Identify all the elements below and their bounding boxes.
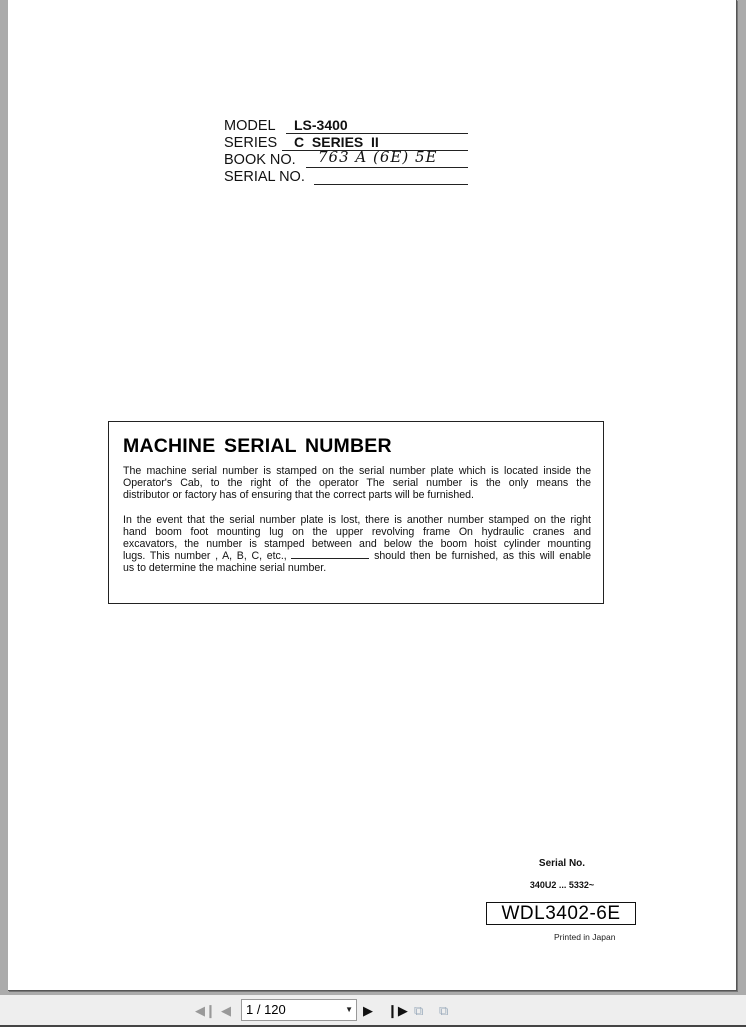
text-line: hand boom foot mounting lug on the upper revolving frame On hydraulic cranes and xyxy=(123,526,591,538)
notice-paragraph-2 xyxy=(123,514,591,574)
series-row xyxy=(224,134,379,152)
notice-paragraph-1 xyxy=(123,465,591,501)
chevron-down-icon: ▼ xyxy=(345,1005,353,1014)
next-view-icon[interactable]: ⧉ xyxy=(439,1003,449,1018)
machine-serial-notice xyxy=(108,421,604,604)
page-indicator: 1 / 120 xyxy=(246,1002,286,1017)
previous-view-icon[interactable]: ⧉ xyxy=(414,1003,424,1018)
text-line: us to determine the machine serial number. xyxy=(123,562,327,574)
serial-heading: Serial No. xyxy=(538,858,586,869)
printed-in-japan: Printed in Japan xyxy=(554,932,616,942)
blank-line xyxy=(291,550,369,559)
model-label: MODEL xyxy=(224,118,276,134)
text-line: In the event that the serial number plate is lost, there is another number stamped on the right xyxy=(123,514,591,526)
series-label: SERIES xyxy=(224,135,278,151)
series-value: C SERIES II xyxy=(294,134,379,150)
pdf-navigation-toolbar xyxy=(0,995,746,1027)
serial-range: 340U2 ... 5332~ xyxy=(529,880,595,890)
notice-title: MACHINE SERIAL NUMBER xyxy=(123,435,392,457)
text-line: The machine serial number is stamped on the serial number plate which is located inside the xyxy=(123,465,591,477)
book-value-handwritten: 763 A (6E) 5E xyxy=(318,148,438,166)
document-page xyxy=(8,0,737,991)
text-fragment: should then be furnished, as this will enable xyxy=(374,550,592,562)
previous-page-icon[interactable]: ◀ xyxy=(221,1003,231,1018)
text-line xyxy=(123,550,591,562)
text-fragment: lugs. This number , A, B, C, etc., xyxy=(123,550,287,562)
text-line: Operator's Cab, to the right of the operator The serial number is the only means the xyxy=(123,477,591,489)
last-page-icon[interactable]: ❙▶ xyxy=(387,1003,408,1018)
text-line: distributor or factory has of ensuring that the correct parts will be furnished. xyxy=(123,489,474,501)
serial-underline xyxy=(314,184,468,185)
serial-row xyxy=(224,169,305,186)
next-page-icon[interactable]: ▶ xyxy=(363,1003,373,1018)
book-label: BOOK NO. xyxy=(224,152,296,168)
page-selector[interactable] xyxy=(241,999,357,1021)
model-value: LS-3400 xyxy=(294,117,348,133)
first-page-icon[interactable]: ◀❙ xyxy=(195,1003,216,1018)
text-line: excavators, the number is stamped between and below the boom hoist cylinder mounting xyxy=(123,538,591,550)
model-row xyxy=(224,117,348,135)
book-row xyxy=(224,148,438,169)
book-underline xyxy=(306,167,468,168)
serial-label: SERIAL NO. xyxy=(224,169,305,185)
model-info-form xyxy=(224,117,438,186)
document-code: WDL3402-6E xyxy=(486,902,636,925)
